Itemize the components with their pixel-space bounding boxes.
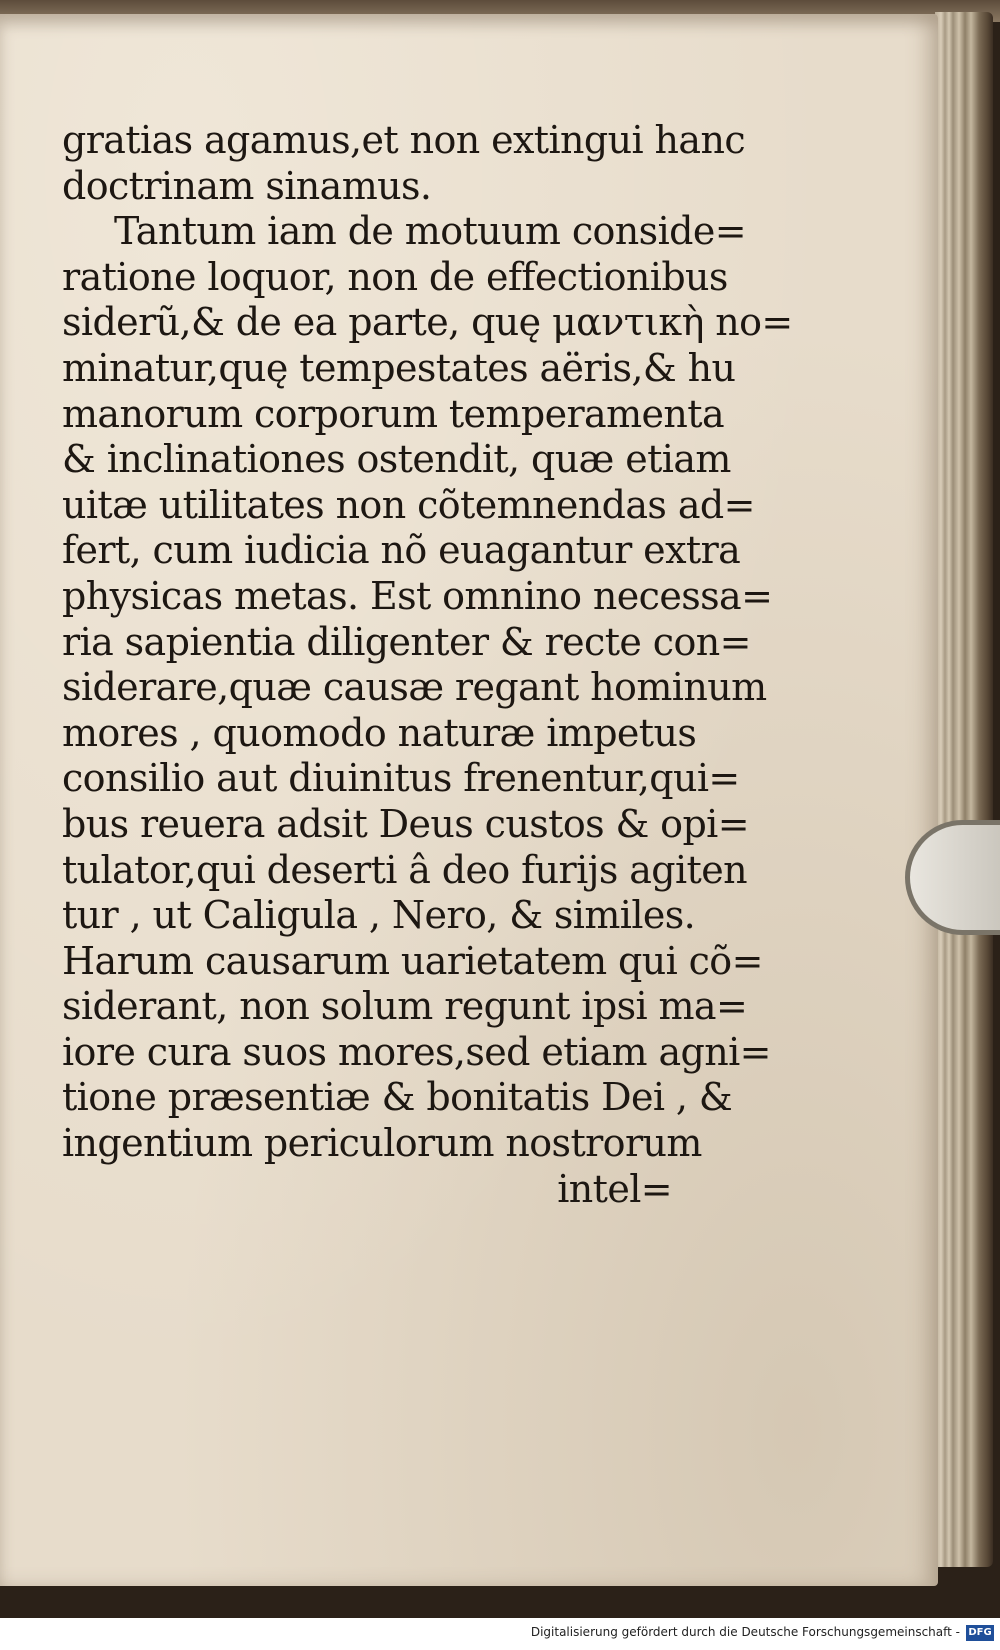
text-line: ingentium periculorum nostrorum: [62, 1121, 702, 1166]
catchword: intel=: [557, 1166, 672, 1211]
funding-credit: Digitalisierung gefördert durch die Deutsche Forschungsgemeinschaft -: [530, 1625, 960, 1639]
page-edges: [935, 12, 993, 1567]
dfg-logo: DFG: [966, 1625, 994, 1641]
text-line: consilio aut diuinitus frenentur,qui=: [62, 756, 740, 801]
page-text: [62, 118, 793, 1212]
text-line: mores , quomodo naturæ impetus: [62, 710, 697, 755]
text-line: gratias agamus,et non extingui hanc: [62, 118, 746, 162]
text-line: bus reuera adsit Deus custos & opi=: [62, 801, 749, 846]
text-line: ria sapientia diligenter & recte con=: [62, 619, 751, 664]
text-line: minatur,quę tempestates aëris,& hu: [62, 345, 736, 390]
text-line: physicas metas. Est omnino necessa=: [62, 573, 773, 618]
text-line: siderũ,& de ea parte, quę μαντικὴ no=: [62, 300, 793, 345]
text-line: uitæ utilitates non cõtemnendas ad=: [62, 482, 755, 527]
digitization-footer: [0, 1618, 1000, 1650]
text-line: Harum causarum uarietatem qui cõ=: [62, 938, 763, 983]
text-line: ratione loquor, non de effectionibus: [62, 254, 728, 299]
text-line: & inclinationes ostendit, quæ etiam: [62, 437, 731, 482]
text-line: tur , ut Caligula , Nero, & similes.: [62, 893, 696, 938]
text-line: iore cura suos mores,sed etiam agni=: [62, 1029, 771, 1074]
text-line: tione præsentiæ & bonitatis Dei , &: [62, 1075, 733, 1120]
text-line: Tantum iam de motuum conside=: [114, 209, 746, 254]
text-line: manorum corporum temperamenta: [62, 391, 725, 436]
text-line: doctrinam sinamus.: [62, 163, 432, 208]
text-line: tulator,qui deserti â deo furijs agiten: [62, 847, 747, 892]
text-line: siderare,quæ causæ regant hominum: [62, 665, 767, 710]
text-line: siderant, non solum regunt ipsi ma=: [62, 984, 748, 1029]
text-line: fert, cum iudicia nõ euagantur extra: [62, 528, 741, 573]
